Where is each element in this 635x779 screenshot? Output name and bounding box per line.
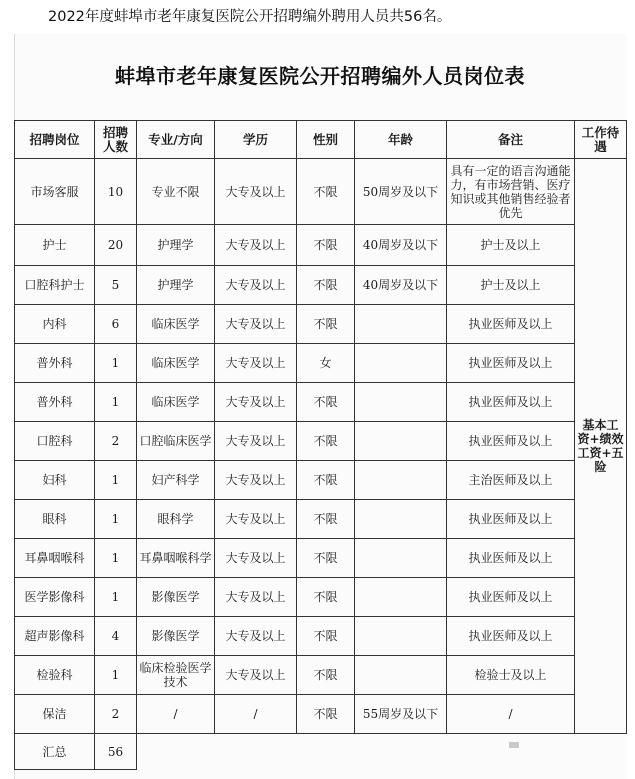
note-cell: 护士及以上 xyxy=(447,225,575,266)
age-cell xyxy=(355,500,447,539)
note-cell: 执业医师及以上 xyxy=(447,305,575,344)
count-cell: 1 xyxy=(95,461,137,500)
header-education: 学历 xyxy=(215,121,297,159)
major-cell: 临床医学 xyxy=(137,305,215,344)
post-cell: 耳鼻咽喉科 xyxy=(15,539,95,578)
table-row xyxy=(15,266,627,305)
note-cell: 执业医师及以上 xyxy=(447,539,575,578)
age-cell xyxy=(355,422,447,461)
table-row xyxy=(15,617,627,656)
education-cell: 大专及以上 xyxy=(215,578,297,617)
note-cell: / xyxy=(447,695,575,734)
education-cell: 大专及以上 xyxy=(215,383,297,422)
total-label: 汇总 xyxy=(15,734,95,770)
education-cell: 大专及以上 xyxy=(215,305,297,344)
table-row xyxy=(15,422,627,461)
major-cell: 临床医学 xyxy=(137,344,215,383)
note-cell: 执业医师及以上 xyxy=(447,422,575,461)
scan-mark xyxy=(509,742,519,748)
count-cell: 1 xyxy=(95,500,137,539)
count-cell: 2 xyxy=(95,695,137,734)
major-cell: 影像医学 xyxy=(137,617,215,656)
post-cell: 护士 xyxy=(15,225,95,266)
gender-cell: 不限 xyxy=(297,500,355,539)
gender-cell: 不限 xyxy=(297,422,355,461)
age-cell xyxy=(355,539,447,578)
post-cell: 内科 xyxy=(15,305,95,344)
age-cell xyxy=(355,656,447,695)
table-row xyxy=(15,159,627,225)
education-cell: 大专及以上 xyxy=(215,159,297,225)
table-title: 蚌埠市老年康复医院公开招聘编外人员岗位表 xyxy=(115,64,525,88)
header-note: 备注 xyxy=(447,121,575,159)
age-cell xyxy=(355,578,447,617)
major-cell: 眼科学 xyxy=(137,500,215,539)
count-cell: 2 xyxy=(95,422,137,461)
gender-cell: 不限 xyxy=(297,266,355,305)
education-cell: 大专及以上 xyxy=(215,422,297,461)
education-cell: 大专及以上 xyxy=(215,500,297,539)
gender-cell: 不限 xyxy=(297,383,355,422)
note-cell: 执业医师及以上 xyxy=(447,344,575,383)
post-cell: 检验科 xyxy=(15,656,95,695)
age-cell xyxy=(355,461,447,500)
table-header-row xyxy=(15,121,627,159)
gender-cell: 不限 xyxy=(297,159,355,225)
major-cell: 专业不限 xyxy=(137,159,215,225)
table-row xyxy=(15,383,627,422)
gender-cell: 不限 xyxy=(297,539,355,578)
education-cell: 大专及以上 xyxy=(215,344,297,383)
header-count: 招聘人数 xyxy=(95,121,137,159)
post-cell: 超声影像科 xyxy=(15,617,95,656)
age-cell xyxy=(355,344,447,383)
gender-cell: 不限 xyxy=(297,617,355,656)
table-row xyxy=(15,461,627,500)
count-cell: 1 xyxy=(95,539,137,578)
header-post: 招聘岗位 xyxy=(15,121,95,159)
major-cell: 口腔临床医学 xyxy=(137,422,215,461)
table-row xyxy=(15,225,627,266)
age-cell: 50周岁及以下 xyxy=(355,159,447,225)
post-cell: 保洁 xyxy=(15,695,95,734)
note-cell: 具有一定的语言沟通能力，有市场营销、医疗知识或其他销售经验者优先 xyxy=(447,159,575,225)
count-cell: 10 xyxy=(95,159,137,225)
table-row xyxy=(15,578,627,617)
note-cell: 执业医师及以上 xyxy=(447,500,575,539)
table-row xyxy=(15,539,627,578)
table-row xyxy=(15,695,627,734)
age-cell: 55周岁及以下 xyxy=(355,695,447,734)
note-cell: 执业医师及以上 xyxy=(447,617,575,656)
count-cell: 1 xyxy=(95,656,137,695)
count-cell: 1 xyxy=(95,578,137,617)
major-cell: 影像医学 xyxy=(137,578,215,617)
age-cell: 40周岁及以下 xyxy=(355,225,447,266)
post-cell: 市场客服 xyxy=(15,159,95,225)
gender-cell: 不限 xyxy=(297,656,355,695)
gender-cell: 不限 xyxy=(297,461,355,500)
count-cell: 1 xyxy=(95,383,137,422)
note-cell: 执业医师及以上 xyxy=(447,383,575,422)
major-cell: 临床检验医学技术 xyxy=(137,656,215,695)
table-row xyxy=(15,305,627,344)
major-cell: / xyxy=(137,695,215,734)
major-cell: 护理学 xyxy=(137,225,215,266)
gender-cell: 女 xyxy=(297,344,355,383)
header-gender: 性别 xyxy=(297,121,355,159)
post-cell: 医学影像科 xyxy=(15,578,95,617)
count-cell: 4 xyxy=(95,617,137,656)
post-cell: 普外科 xyxy=(15,344,95,383)
header-benefit: 工作待遇 xyxy=(575,121,627,159)
job-positions-table xyxy=(14,120,627,770)
total-count: 56 xyxy=(95,734,137,770)
gender-cell: 不限 xyxy=(297,578,355,617)
count-cell: 20 xyxy=(95,225,137,266)
gender-cell: 不限 xyxy=(297,305,355,344)
post-cell: 普外科 xyxy=(15,383,95,422)
education-cell: 大专及以上 xyxy=(215,266,297,305)
post-cell: 眼科 xyxy=(15,500,95,539)
header-age: 年龄 xyxy=(355,121,447,159)
post-cell: 口腔科护士 xyxy=(15,266,95,305)
gender-cell: 不限 xyxy=(297,695,355,734)
count-cell: 1 xyxy=(95,344,137,383)
post-cell: 口腔科 xyxy=(15,422,95,461)
table-row xyxy=(15,656,627,695)
header-major: 专业/方向 xyxy=(137,121,215,159)
note-cell: 检验士及以上 xyxy=(447,656,575,695)
note-cell: 护士及以上 xyxy=(447,266,575,305)
note-cell: 主治医师及以上 xyxy=(447,461,575,500)
total-blank-area xyxy=(137,734,627,770)
education-cell: 大专及以上 xyxy=(215,539,297,578)
announcement-headline: 2022年度蚌埠市老年康复医院公开招聘编外聘用人员共56名。 xyxy=(48,9,452,25)
education-cell: 大专及以上 xyxy=(215,461,297,500)
major-cell: 妇产科学 xyxy=(137,461,215,500)
education-cell: / xyxy=(215,695,297,734)
post-cell: 妇科 xyxy=(15,461,95,500)
table-row xyxy=(15,344,627,383)
education-cell: 大专及以上 xyxy=(215,225,297,266)
age-cell xyxy=(355,617,447,656)
gender-cell: 不限 xyxy=(297,225,355,266)
note-cell: 执业医师及以上 xyxy=(447,578,575,617)
total-row xyxy=(15,734,627,770)
count-cell: 5 xyxy=(95,266,137,305)
table-row xyxy=(15,500,627,539)
age-cell: 40周岁及以下 xyxy=(355,266,447,305)
education-cell: 大专及以上 xyxy=(215,617,297,656)
age-cell xyxy=(355,305,447,344)
age-cell xyxy=(355,383,447,422)
major-cell: 耳鼻咽喉科学 xyxy=(137,539,215,578)
major-cell: 临床医学 xyxy=(137,383,215,422)
benefit-cell: 基本工资+绩效工资+五险 xyxy=(575,159,627,734)
education-cell: 大专及以上 xyxy=(215,656,297,695)
major-cell: 护理学 xyxy=(137,266,215,305)
count-cell: 6 xyxy=(95,305,137,344)
